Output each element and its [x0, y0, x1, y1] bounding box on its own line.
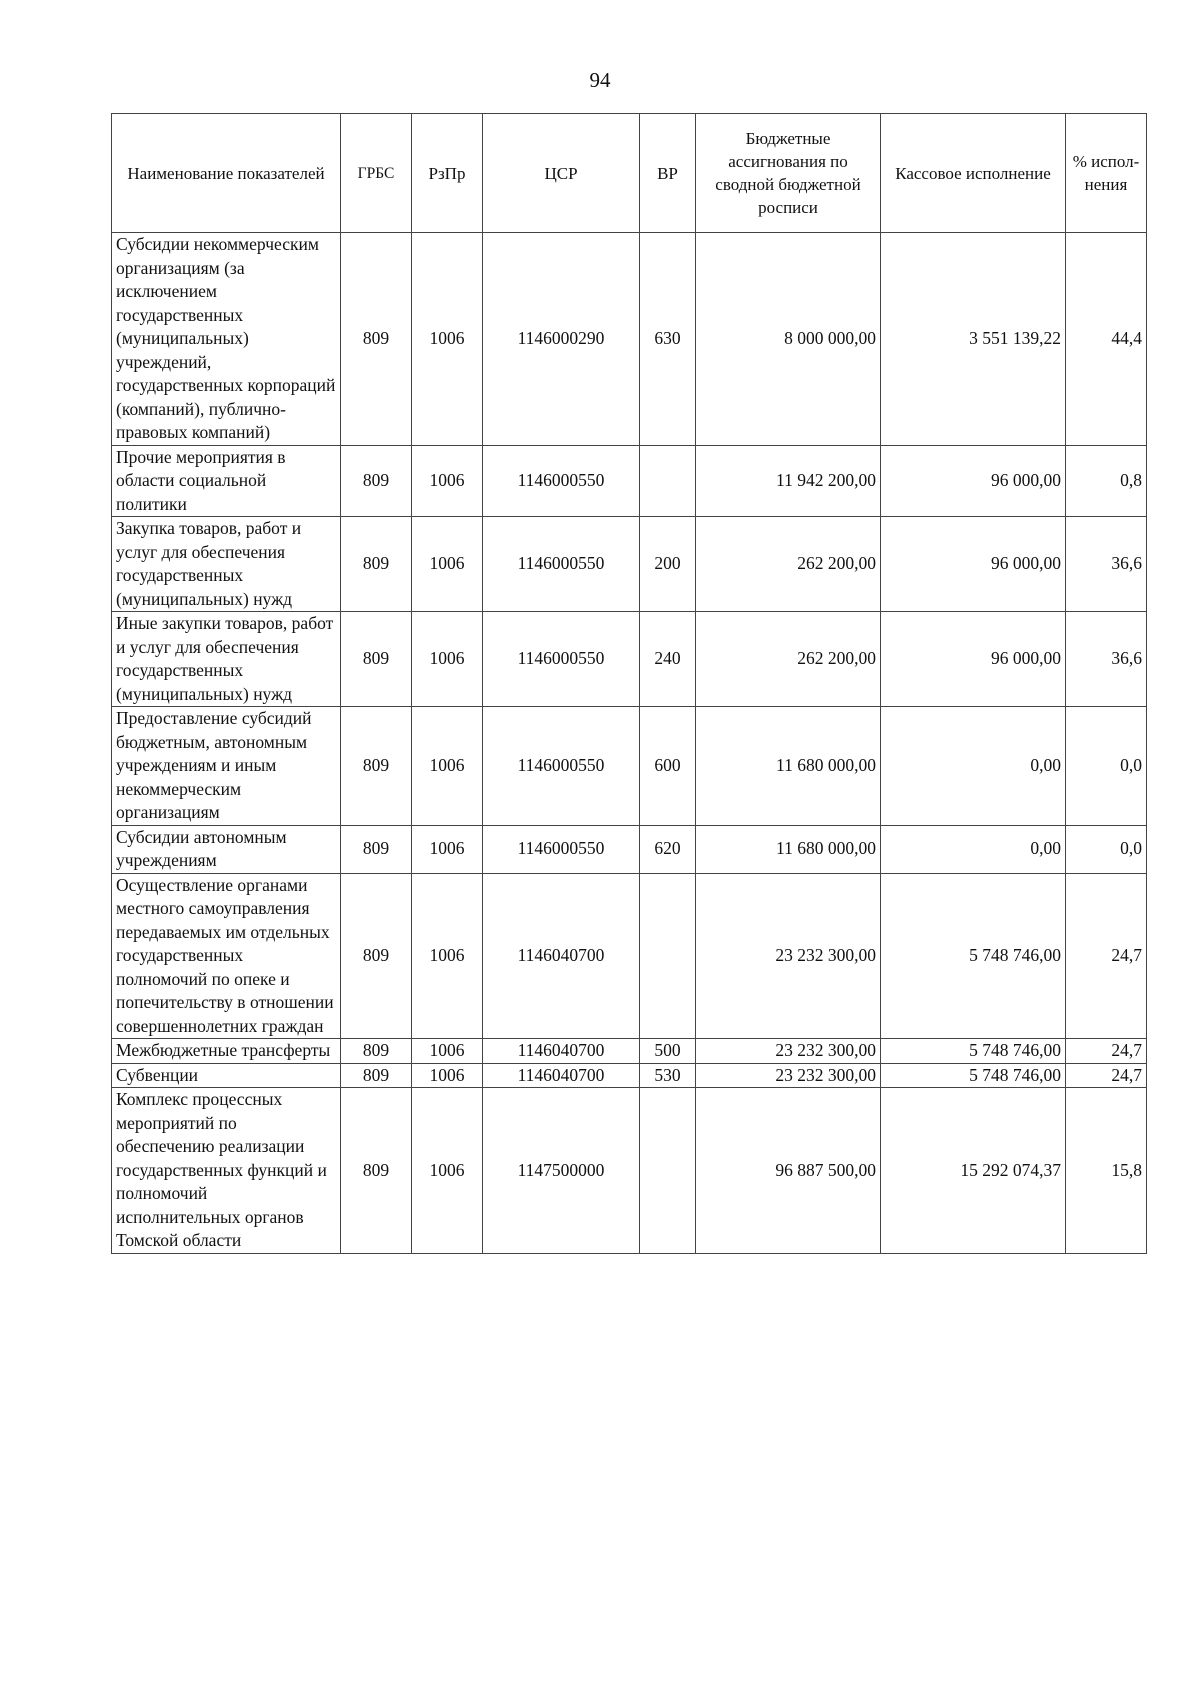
row-csr: 1146000550 — [483, 445, 640, 517]
row-cash: 96 000,00 — [881, 517, 1066, 612]
row-grbs: 809 — [341, 1039, 412, 1064]
row-name: Субвенции — [112, 1063, 341, 1088]
table-row — [112, 517, 1147, 612]
row-grbs: 809 — [341, 445, 412, 517]
row-name: Осуществление органами местного самоуправления передаваемых им отдельных государственных полномочий по опеке и попечительству в отношении совершеннолетних граждан — [112, 873, 341, 1039]
row-rzpr: 1006 — [412, 1063, 483, 1088]
row-rzpr: 1006 — [412, 1088, 483, 1254]
row-percent: 24,7 — [1066, 873, 1147, 1039]
row-assignments: 11 680 000,00 — [696, 825, 881, 873]
header-vr: ВР — [640, 114, 696, 233]
row-name: Прочие мероприятия в области социальной политики — [112, 445, 341, 517]
row-name: Комплекс процессных мероприятий по обеспечению реализации государственных функций и полномочий исполнительных органов Томской области — [112, 1088, 341, 1254]
row-vr — [640, 445, 696, 517]
row-vr: 240 — [640, 612, 696, 707]
row-percent: 36,6 — [1066, 517, 1147, 612]
row-percent: 0,0 — [1066, 707, 1147, 826]
row-assignments: 8 000 000,00 — [696, 233, 881, 446]
row-assignments: 23 232 300,00 — [696, 873, 881, 1039]
header-assignments: Бюджетные ассигнования по сводной бюджетной росписи — [696, 114, 881, 233]
row-rzpr: 1006 — [412, 445, 483, 517]
row-vr: 500 — [640, 1039, 696, 1064]
row-name: Субсидии некоммерческим организациям (за исключением государственных (муниципальных) учреждений, государственных корпораций (компаний), публично-правовых компаний) — [112, 233, 341, 446]
row-rzpr: 1006 — [412, 612, 483, 707]
row-assignments: 262 200,00 — [696, 517, 881, 612]
header-name: Наименование показателей — [112, 114, 341, 233]
row-name: Иные закупки товаров, работ и услуг для обеспечения государственных (муниципальных) нужд — [112, 612, 341, 707]
header-rzpr: РзПр — [412, 114, 483, 233]
row-vr: 530 — [640, 1063, 696, 1088]
row-cash: 96 000,00 — [881, 612, 1066, 707]
row-grbs: 809 — [341, 612, 412, 707]
row-rzpr: 1006 — [412, 517, 483, 612]
table-row — [112, 445, 1147, 517]
row-vr — [640, 1088, 696, 1254]
header-grbs: ГРБС — [341, 114, 412, 233]
row-rzpr: 1006 — [412, 825, 483, 873]
row-rzpr: 1006 — [412, 233, 483, 446]
row-grbs: 809 — [341, 1088, 412, 1254]
row-cash: 0,00 — [881, 825, 1066, 873]
row-vr: 200 — [640, 517, 696, 612]
row-csr: 1146000550 — [483, 825, 640, 873]
row-csr: 1146040700 — [483, 1063, 640, 1088]
row-csr: 1146000550 — [483, 517, 640, 612]
row-rzpr: 1006 — [412, 707, 483, 826]
row-name: Предоставление субсидий бюджетным, автономным учреждениям и иным некоммерческим организациям — [112, 707, 341, 826]
row-grbs: 809 — [341, 1063, 412, 1088]
row-name: Межбюджетные трансферты — [112, 1039, 341, 1064]
row-cash: 3 551 139,22 — [881, 233, 1066, 446]
row-cash: 5 748 746,00 — [881, 1063, 1066, 1088]
row-rzpr: 1006 — [412, 873, 483, 1039]
table-row — [112, 825, 1147, 873]
row-grbs: 809 — [341, 873, 412, 1039]
row-grbs: 809 — [341, 707, 412, 826]
row-cash: 5 748 746,00 — [881, 1039, 1066, 1064]
row-grbs: 809 — [341, 233, 412, 446]
header-csr: ЦСР — [483, 114, 640, 233]
row-grbs: 809 — [341, 517, 412, 612]
row-assignments: 11 942 200,00 — [696, 445, 881, 517]
table-row — [112, 1039, 1147, 1064]
row-assignments: 96 887 500,00 — [696, 1088, 881, 1254]
budget-table — [111, 113, 1147, 1254]
table-row — [112, 873, 1147, 1039]
row-csr: 1146000550 — [483, 612, 640, 707]
table-row — [112, 612, 1147, 707]
row-csr: 1147500000 — [483, 1088, 640, 1254]
row-cash: 0,00 — [881, 707, 1066, 826]
row-assignments: 23 232 300,00 — [696, 1039, 881, 1064]
row-percent: 36,6 — [1066, 612, 1147, 707]
row-assignments: 11 680 000,00 — [696, 707, 881, 826]
row-cash: 96 000,00 — [881, 445, 1066, 517]
row-rzpr: 1006 — [412, 1039, 483, 1064]
row-percent: 0,0 — [1066, 825, 1147, 873]
header-cash: Кассовое исполнение — [881, 114, 1066, 233]
row-csr: 1146000290 — [483, 233, 640, 446]
row-name: Закупка товаров, работ и услуг для обеспечения государственных (муниципальных) нужд — [112, 517, 341, 612]
row-vr: 620 — [640, 825, 696, 873]
row-percent: 24,7 — [1066, 1039, 1147, 1064]
row-cash: 15 292 074,37 — [881, 1088, 1066, 1254]
row-vr: 600 — [640, 707, 696, 826]
row-grbs: 809 — [341, 825, 412, 873]
table-row — [112, 1063, 1147, 1088]
row-csr: 1146040700 — [483, 1039, 640, 1064]
row-percent: 44,4 — [1066, 233, 1147, 446]
table-row — [112, 233, 1147, 446]
row-name: Субсидии автономным учреждениям — [112, 825, 341, 873]
table-row — [112, 707, 1147, 826]
table-row — [112, 1088, 1147, 1254]
row-percent: 24,7 — [1066, 1063, 1147, 1088]
page-number: 94 — [589, 68, 611, 92]
row-cash: 5 748 746,00 — [881, 873, 1066, 1039]
row-percent: 15,8 — [1066, 1088, 1147, 1254]
header-percent: % испол-нения — [1066, 114, 1147, 233]
row-vr: 630 — [640, 233, 696, 446]
row-percent: 0,8 — [1066, 445, 1147, 517]
row-csr: 1146040700 — [483, 873, 640, 1039]
table-header-row — [112, 114, 1147, 233]
row-csr: 1146000550 — [483, 707, 640, 826]
row-vr — [640, 873, 696, 1039]
row-assignments: 23 232 300,00 — [696, 1063, 881, 1088]
row-assignments: 262 200,00 — [696, 612, 881, 707]
